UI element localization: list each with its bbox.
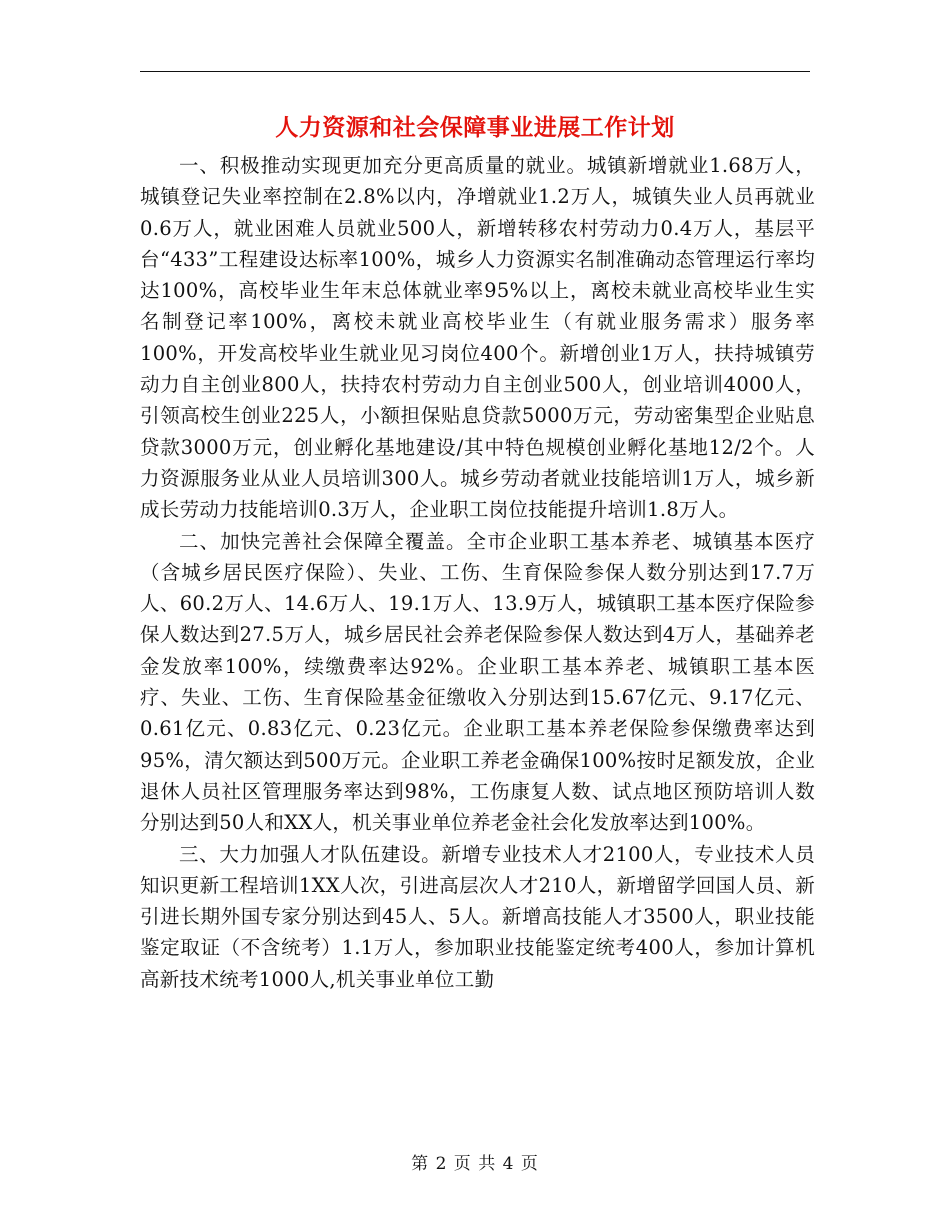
header-rule [140, 71, 810, 72]
page-footer: 第 2 页 共 4 页 [411, 1154, 539, 1174]
paragraph-social-security: 二、加快完善社会保障全覆盖。全市企业职工基本养老、城镇基本医疗（含城乡居民医疗保险）、失业、工伤、生育保险参保人数分别达到17.7万人、60.2万人、14.6万人、19.1万人、13.9万人，城镇职工基本医疗保险参保人数达到27.5万人，城乡居民社会养老保险参保人数达到4万人，基础养老金发放率100%，续缴费率达92%。企业职工基本养老、城镇职工基本医疗、失业、工伤、生育保险基金征缴收入分别达到15.67亿元、9.17亿元、0.61亿元、0.83亿元、0.23亿元。企业职工基本养老保险参保缴费率达到95%，清欠额达到500万元。企业职工养老金确保100%按时足额发放，企业退休人员社区管理服务率达到98%，工伤康复人数、试点地区预防培训人数分别达到50人和XX人，机关事业单位养老金社会化发放率达到100%。 [140, 529, 815, 835]
paragraph-employment: 一、积极推动实现更加充分更高质量的就业。城镇新增就业1.68万人，城镇登记失业率控制在2.8%以内，净增就业1.2万人，城镇失业人员再就业0.6万人，就业困难人员就业500人，新增转移农村劳动力0.4万人，基层平台“433”工程建设达标率100%，城乡人力资源实名制准确动态管理运行率均达100%，高校毕业生年末总体就业率95%以上，离校未就业高校毕业生实名制登记率100%，离校未就业高校毕业生（有就业服务需求）服务率100%，开发高校毕业生就业见习岗位400个。新增创业1万人，扶持城镇劳动力自主创业800人，扶持农村劳动力自主创业500人，创业培训4000人，引领高校生创业225人，小额担保贴息贷款5000万元，劳动密集型企业贴息贷款3000万元，创业孵化基地建设/其中特色规模创业孵化基地12/2个。人力资源服务业从业人员培训300人。城乡劳动者就业技能培训1万人，城乡新成长劳动力技能培训0.3万人，企业职工岗位技能提升培训1.8万人。 [140, 154, 815, 522]
paragraph-talent: 三、大力加强人才队伍建设。新增专业技术人才2100人，专业技术人员知识更新工程培训1XX人次，引进高层次人才210人，新增留学回国人员、新引进长期外国专家分别达到45人、5人。新增高技能人才3500人，职业技能鉴定取证（不含统考）1.1万人，参加职业技能鉴定统考400人，参加计算机高新技术统考1000人,机关事业单位工勤 [140, 842, 815, 991]
document-body [140, 150, 815, 995]
document-title: 人力资源和社会保障事业进展工作计划 [275, 115, 675, 141]
